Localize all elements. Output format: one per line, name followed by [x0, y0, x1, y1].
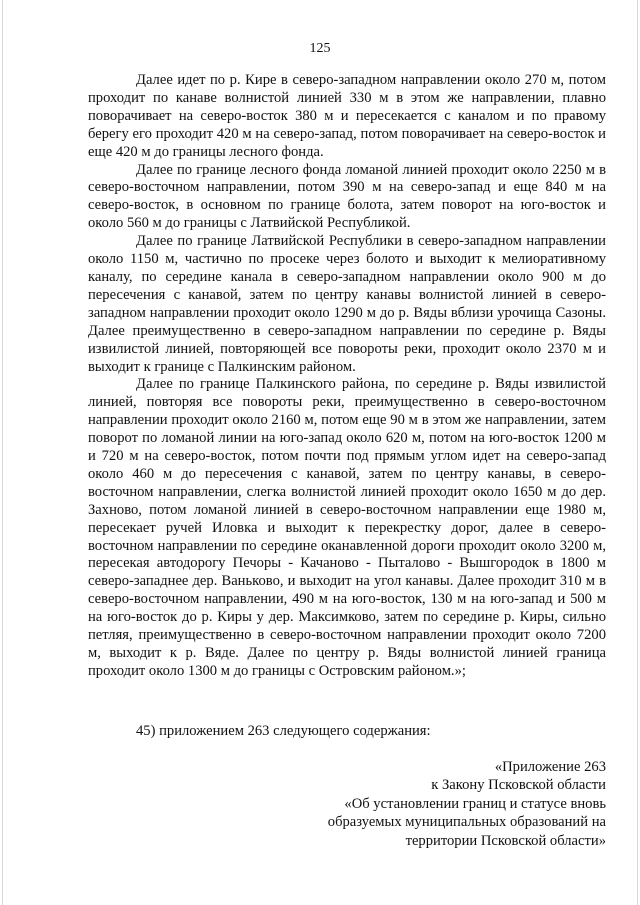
appendix-title: «Приложение 263 [494, 759, 606, 775]
paragraph-kira-river: Далее идет по р. Кире в северо-западном направлении около 270 м, потом проходит по канаве волнистой линией 330 м в этом же направлении, плавно поворачивает на северо-восток 380 м и пересекается с каналом и по правому берегу его проходит 420 м на северо-запад, потом поворачивает на северо-восток и еще 420 м до границы лесного фонда. [88, 72, 606, 160]
page-number: 125 [309, 41, 331, 56]
appendix-law-name-line-3: территории Псковской области» [405, 832, 606, 849]
appendix-law-name-line-1: «Об установлении границ и статусе вновь [344, 795, 606, 812]
appendix-header [246, 758, 606, 850]
appendix-law-name-line-2: образуемых муниципальных образований на [327, 814, 606, 831]
paragraph-palkino-border: Далее по границе Палкинского района, по середине р. Вяды извилистой линией, повторяя все повороты реки, преимущественно в северо-восточном направлении проходит около 2160 м, потом еще 90 м в этом же направлении, затем поворот по ломаной линии на юго-запад около 620 м, потом на юго-восток 1200 м и 720 м на северо-восток, потом почти под прямым углом идет на северо-запад около 460 м до пересечения с канавой, затем по центру канавы, в северо-восточном направлении, слегка волнистой линией проходит около 1650 м до дер. Захново, потом ломаной линией в северо-восточном направлении еще 1980 м, пересекает ручей Иловка и выходит к перекрестку дорог, далее в северо-восточном направлении по середине оканавленной дороги проходит около 3200 м, пересекая автодорогу Печоры - Качаново - Пыталово - Вышгородок в 1800 м северо-западнее дер. Ваньково, и выходит на угол канавы. Далее проходит 310 м в северо-восточном направлении, 490 м на юго-восток, 130 м на юго-запад и 500 м на юго-восток до р. Киры у дер. Максимково, затем по середине р. Киры, сильно петляя, преимущественно в северо-восточном направлении проходит около 7200 м, выходит к р. Вяде. Далее по центру р. Вяды волнистой линией граница проходит около 1300 м до границы с Островским районом.»; [88, 376, 606, 679]
body-text [88, 72, 606, 681]
scan-edge-right [637, 0, 638, 905]
scan-edge-left [2, 0, 3, 905]
amendment-item-45: 45) приложением 263 следующего содержания: [136, 723, 431, 739]
paragraph-latvia-border: Далее по границе Латвийской Республики в северо-западном направлении около 1150 м, частично по просеке через болото и выходит к мелиоративному каналу, по середине канала в северо-западном направлении около 900 м до пересечения с канавой, затем по центру канавы волнистой линией в северо-западном направлении проходит около 1290 м до р. Вяды вблизи урочища Сазоны. Далее преимущественно в северо-западном направлении по середине р. Вяды извилистой линией, повторяющей все повороты реки, проходит около 2370 м и выходит к границе с Палкинским районом. [88, 233, 606, 375]
paragraph-forest-fund: Далее по границе лесного фонда ломаной линией проходит около 2250 м в северо-восточном направлении, потом 390 м на северо-запад и еще 840 м на северо-восток, в основном по границе болота, затем поворот на юго-восток и около 560 м до границы с Латвийской Республикой. [88, 161, 606, 232]
appendix-law-reference: к Закону Псковской области [431, 777, 606, 794]
